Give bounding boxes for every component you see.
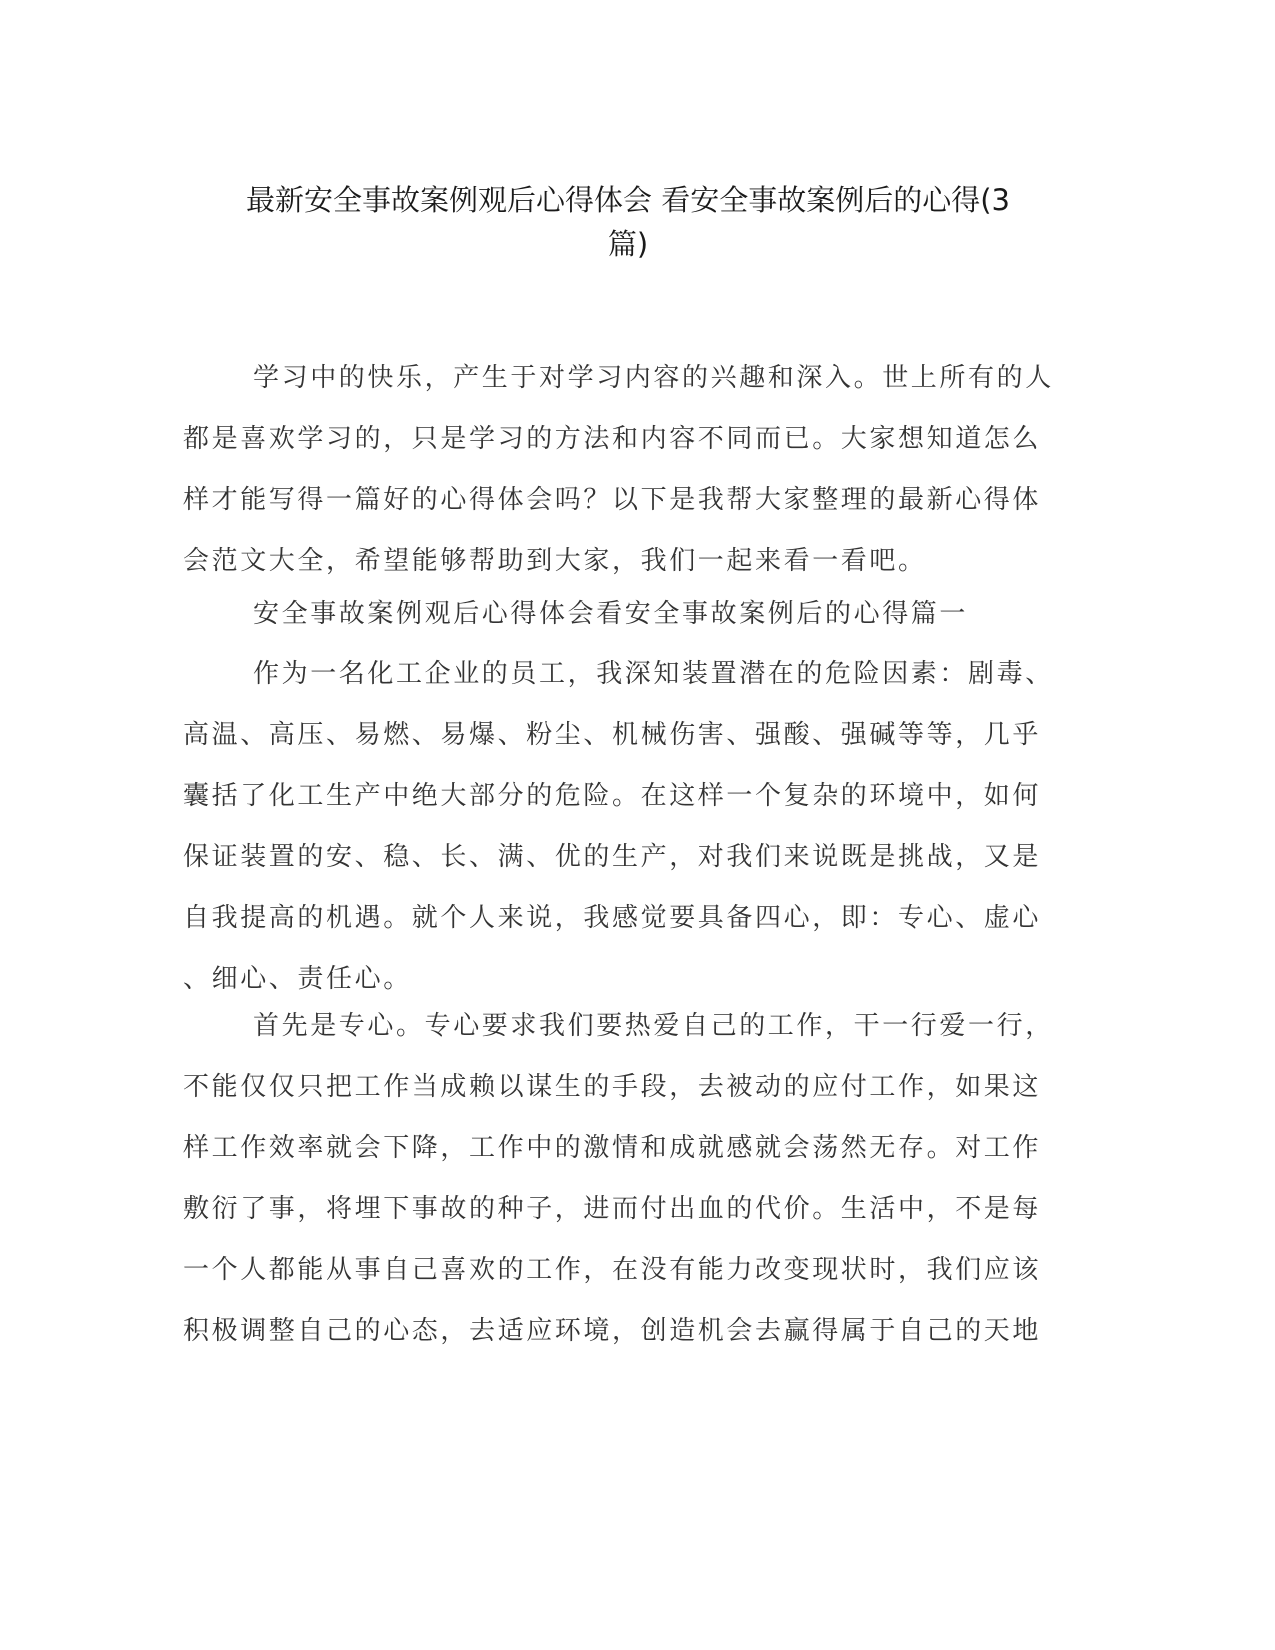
- paragraph-line: 自我提高的机遇。就个人来说，我感觉要具备四心，即：专心、虚心: [183, 903, 1042, 933]
- paragraph-line: 敷衍了事，将埋下事故的种子，进而付出血的代价。生活中，不是每: [183, 1194, 1042, 1224]
- paragraph-focus: [183, 996, 1053, 1362]
- paragraph-line: 都是喜欢学习的，只是学习的方法和内容不同而已。大家想知道怎么: [183, 424, 1042, 454]
- paragraph-line: 囊括了化工生产中绝大部分的危险。在这样一个复杂的环境中，如何: [183, 781, 1042, 811]
- paragraph-line: 高温、高压、易燃、易爆、粉尘、机械伤害、强酸、强碱等等，几乎: [183, 720, 1042, 750]
- paragraph-line: 样才能写得一篇好的心得体会吗？以下是我帮大家整理的最新心得体: [183, 485, 1042, 515]
- paragraph-line: 首先是专心。专心要求我们要热爱自己的工作，干一行爱一行，: [253, 1011, 1054, 1041]
- paragraph-line: 会范文大全，希望能够帮助到大家，我们一起来看一看吧。: [183, 546, 927, 576]
- title-line: 篇): [607, 227, 649, 261]
- paragraph-risks: [183, 644, 1053, 1010]
- paragraph-line: 保证装置的安、稳、长、满、优的生产，对我们来说既是挑战，又是: [183, 842, 1042, 872]
- document-title: [183, 178, 1073, 266]
- title-line: 最新安全事故案例观后心得体会 看安全事故案例后的心得(3: [246, 183, 1010, 217]
- paragraph-line: 一个人都能从事自己喜欢的工作，在没有能力改变现状时，我们应该: [183, 1255, 1042, 1285]
- paragraph-line: 安全事故案例观后心得体会看安全事故案例后的心得篇一: [253, 599, 969, 629]
- paragraph-line: 作为一名化工企业的员工，我深知装置潜在的危险因素：剧毒、: [253, 659, 1054, 689]
- section-heading: [183, 584, 1053, 645]
- paragraph-intro: [183, 348, 1053, 592]
- paragraph-line: 积极调整自己的心态，去适应环境，创造机会去赢得属于自己的天地: [183, 1316, 1042, 1346]
- paragraph-line: 样工作效率就会下降，工作中的激情和成就感就会荡然无存。对工作: [183, 1133, 1042, 1163]
- paragraph-line: 不能仅仅只把工作当成赖以谋生的手段，去被动的应付工作，如果这: [183, 1072, 1042, 1102]
- paragraph-line: 、细心、责任心。: [183, 964, 412, 994]
- paragraph-line: 学习中的快乐，产生于对学习内容的兴趣和深入。世上所有的人: [253, 363, 1054, 393]
